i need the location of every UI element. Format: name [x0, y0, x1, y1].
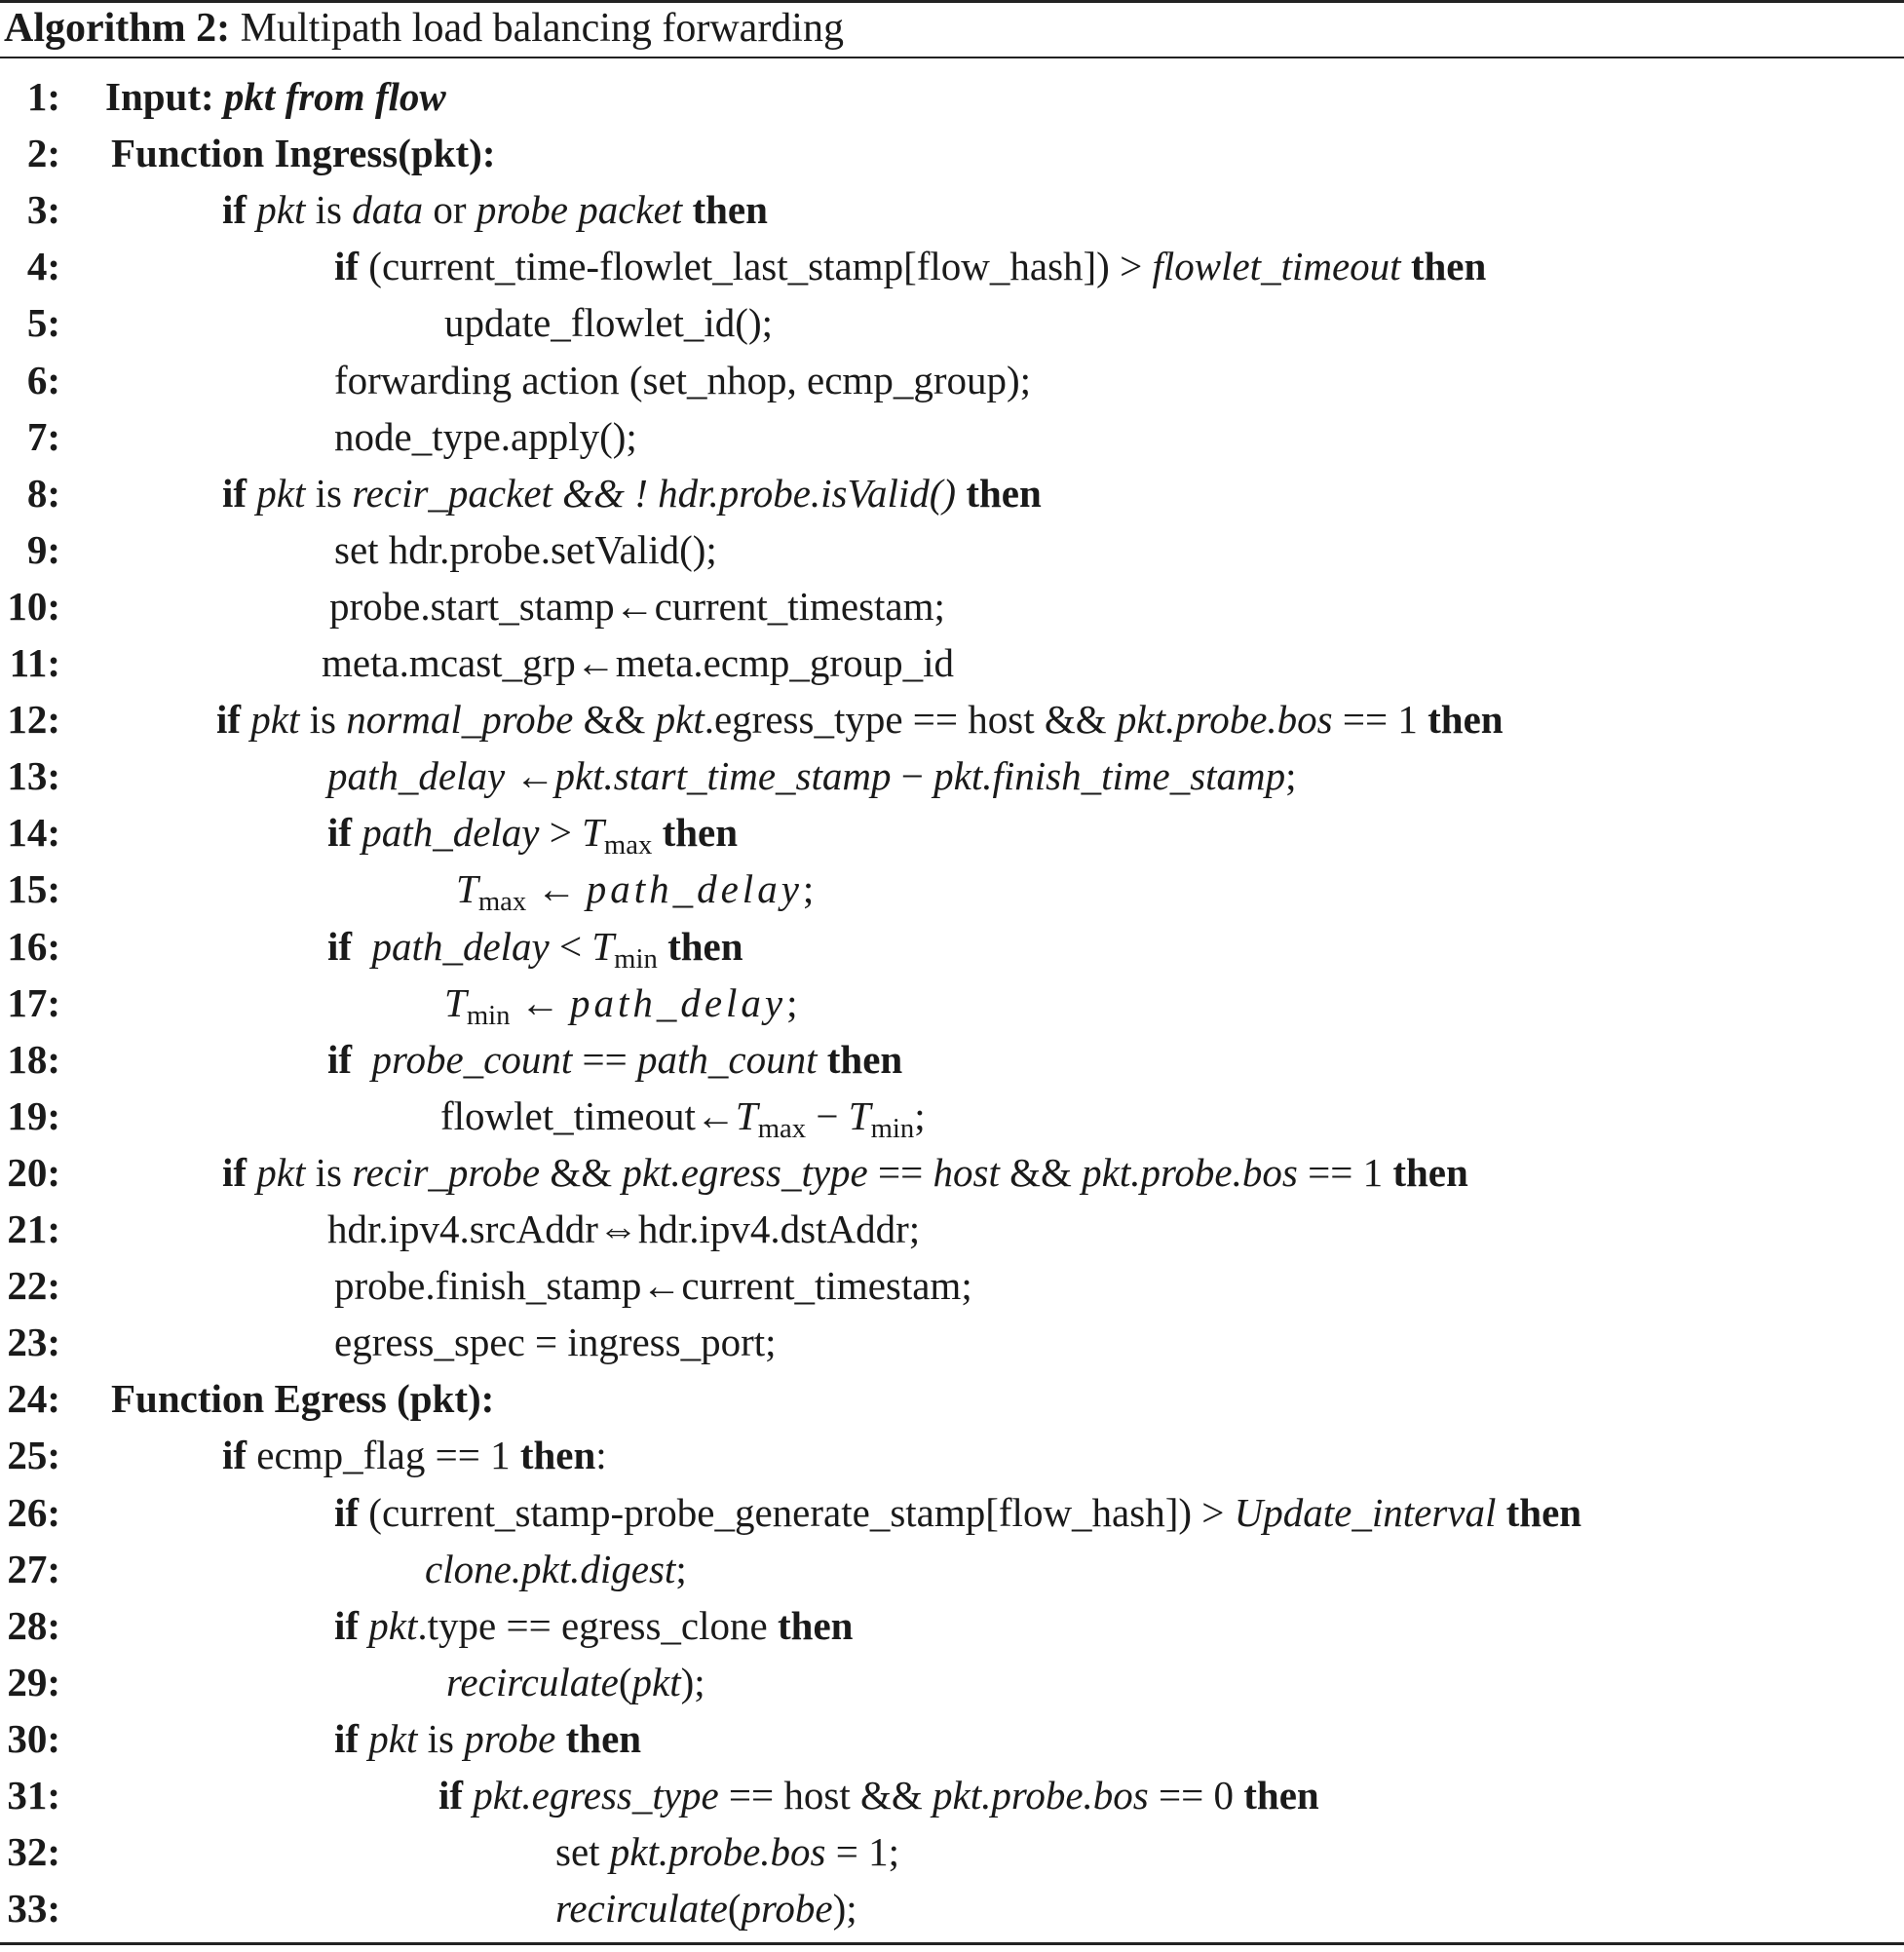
code-text: == 1 [1297, 1149, 1393, 1195]
line-code [334, 352, 1031, 408]
algorithm-line [0, 294, 1904, 351]
code-text: if [222, 1149, 257, 1195]
algorithm-line [0, 1484, 1904, 1541]
code-text: pkt.finish_time_stamp [933, 753, 1286, 799]
line-code [444, 975, 798, 1031]
code-text: pkt [250, 697, 300, 743]
code-text: recir_packet && ! hdr.probe.isValid() [352, 470, 957, 516]
line-number: 3: [26, 187, 60, 233]
line-code [425, 1541, 687, 1597]
algorithm-line [0, 634, 1904, 691]
line-number: 25: [7, 1433, 60, 1478]
code-text: == host && [718, 1773, 933, 1818]
code-text: if [334, 1489, 369, 1535]
algorithm-line [0, 1597, 1904, 1654]
algorithm-line [0, 181, 1904, 238]
code-text: host [933, 1149, 1000, 1195]
code-text: == [867, 1149, 933, 1195]
line-number: 15: [7, 866, 60, 912]
code-text: ); [832, 1886, 857, 1932]
algorithm-line [0, 804, 1904, 861]
code-text: ecmp_flag == 1 [256, 1433, 520, 1478]
line-number: 24: [7, 1376, 60, 1422]
line-number: 6: [26, 357, 60, 402]
code-text: pkt.probe.bos [609, 1829, 826, 1875]
code-text: T [456, 866, 478, 912]
code-text: path_delay [586, 866, 803, 912]
line-code [105, 68, 446, 125]
line-code [216, 691, 1504, 747]
algorithm-line [0, 1767, 1904, 1823]
algorithm-line [0, 1201, 1904, 1257]
algorithm-line [0, 578, 1904, 634]
line-code [446, 1654, 705, 1710]
line-number: 19: [7, 1092, 60, 1138]
line-number: 23: [7, 1320, 60, 1365]
code-text: T [444, 979, 467, 1025]
line-code [438, 1767, 1319, 1823]
code-text: && [540, 1149, 623, 1195]
algorithm-label: Algorithm 2: [4, 6, 231, 51]
code-text: set [555, 1829, 610, 1875]
line-code [222, 465, 1042, 521]
line-number: 20: [7, 1149, 60, 1195]
code-text: node_type.apply(); [334, 413, 637, 459]
line-code [322, 634, 954, 691]
code-text: then [519, 1433, 596, 1478]
subscript-text: max [477, 886, 527, 918]
code-text: pkt [368, 1602, 418, 1648]
algorithm-line [0, 1031, 1904, 1088]
code-text: then [657, 923, 743, 969]
code-text: probe [741, 1886, 833, 1932]
code-text: Function Egress (pkt): [111, 1376, 495, 1422]
algorithm-line [0, 465, 1904, 521]
algorithm-line [0, 747, 1904, 804]
code-text: T [735, 1092, 758, 1138]
code-text: then [1496, 1489, 1582, 1535]
line-code [444, 294, 773, 351]
line-number: 5: [26, 300, 60, 346]
code-text: meta.mcast_grp←meta.ecmp_group_id [322, 640, 954, 685]
code-text: probe_count [362, 1036, 573, 1082]
code-text: then [817, 1036, 903, 1082]
code-text: pkt [256, 470, 306, 516]
code-text: == 1 [1332, 697, 1428, 743]
code-text: normal_probe [346, 697, 574, 743]
code-text: ; [1285, 753, 1297, 799]
line-number: 9: [26, 526, 60, 572]
code-text: ← [510, 979, 570, 1025]
code-text: ); [680, 1659, 705, 1704]
code-text: T [582, 810, 604, 856]
code-text: is [305, 470, 353, 516]
line-code [329, 578, 945, 634]
code-text: pkt [631, 1659, 681, 1704]
line-number: 30: [7, 1715, 60, 1761]
code-text: > [539, 810, 583, 856]
line-code [440, 1088, 926, 1144]
line-code [327, 747, 1297, 804]
title-rule [0, 57, 1904, 58]
code-text: if [334, 1602, 369, 1648]
line-number: 10: [7, 583, 60, 629]
code-text: if [222, 470, 257, 516]
algorithm-line [0, 1710, 1904, 1767]
line-code [334, 1597, 853, 1654]
code-text: then [1428, 697, 1504, 743]
code-text: if [327, 810, 362, 856]
code-text: egress_spec = ingress_port; [334, 1320, 777, 1365]
code-text: path_delay [362, 923, 550, 969]
algorithm-line [0, 238, 1904, 294]
algorithm-line [0, 408, 1904, 465]
algorithm-line [0, 352, 1904, 408]
line-code [222, 181, 768, 238]
line-code [456, 861, 814, 917]
code-text: data [352, 187, 424, 233]
code-text: is [305, 187, 353, 233]
code-text: ← [505, 753, 555, 799]
code-text: probe [464, 1715, 556, 1761]
line-code [334, 1314, 777, 1370]
code-text: then [1400, 244, 1487, 289]
algorithm-line [0, 68, 1904, 125]
algorithm-line [0, 1541, 1904, 1597]
code-text: Function Ingress(pkt): [111, 131, 496, 176]
line-code [327, 1031, 902, 1088]
line-code [555, 1823, 899, 1880]
code-text: then [1243, 1773, 1319, 1818]
algorithm-line [0, 1314, 1904, 1370]
code-text: probe packet [476, 187, 683, 233]
code-text: .egress_type == host && [704, 697, 1117, 743]
algorithm-line [0, 975, 1904, 1031]
code-text: forwarding action (set_nhop, ecmp_group); [334, 357, 1032, 402]
code-text: flowlet_timeout [1152, 244, 1401, 289]
code-text: ; [914, 1092, 926, 1138]
code-text: (current_time-flowlet_last_stamp[flow_hash]) > [368, 244, 1153, 289]
code-text: or [423, 187, 476, 233]
code-text: if [327, 923, 362, 969]
line-number: 1: [26, 74, 60, 119]
bottom-rule [0, 1942, 1904, 1945]
code-text: then [956, 470, 1042, 516]
line-number: 28: [7, 1602, 60, 1648]
line-number: 13: [7, 753, 60, 799]
code-text: = 1; [825, 1829, 899, 1875]
code-text: set hdr.probe.setValid(); [334, 526, 717, 572]
algorithm-line [0, 521, 1904, 578]
line-number: 22: [7, 1263, 60, 1309]
line-code [111, 125, 496, 181]
line-number: 32: [7, 1829, 60, 1875]
algorithm-line [0, 691, 1904, 747]
algorithm-line [0, 1370, 1904, 1427]
top-rule [0, 0, 1904, 3]
code-text: flowlet_timeout← [440, 1092, 736, 1138]
line-code [334, 521, 717, 578]
code-text: recir_probe [352, 1149, 541, 1195]
line-code [555, 1880, 857, 1936]
algorithm-name: Multipath load balancing forwarding [240, 6, 844, 51]
code-text: path_delay [362, 810, 540, 856]
line-code [334, 238, 1486, 294]
algorithm-line [0, 1088, 1904, 1144]
code-text: && [999, 1149, 1083, 1195]
line-number: 18: [7, 1036, 60, 1082]
line-number: 7: [26, 413, 60, 459]
code-text: pkt.egress_type [622, 1149, 868, 1195]
code-text: ; [802, 866, 815, 912]
code-text: clone.pkt.digest [425, 1546, 676, 1591]
code-text: < [549, 923, 592, 969]
code-text: if [327, 1036, 362, 1082]
line-code [334, 408, 637, 465]
code-text: probe.start_stamp←current_timestam; [329, 583, 945, 629]
code-text: .type == egress_clone [417, 1602, 778, 1648]
line-code [222, 1427, 607, 1483]
code-text: is [305, 1149, 353, 1195]
code-text: == 0 [1148, 1773, 1244, 1818]
subscript-text: min [614, 942, 658, 975]
code-text: then [682, 187, 768, 233]
line-number: 8: [26, 470, 60, 516]
code-text: path_delay [569, 979, 787, 1025]
code-text: pkt [368, 1715, 418, 1761]
line-number: 21: [7, 1206, 60, 1251]
code-text: path_delay [327, 753, 506, 799]
code-text: if [222, 1433, 257, 1478]
code-text: then [1392, 1149, 1468, 1195]
line-number: 29: [7, 1659, 60, 1704]
code-text: probe.finish_stamp←current_timestam; [334, 1263, 972, 1309]
code-text: : [595, 1433, 607, 1478]
subscript-text: min [466, 999, 511, 1031]
subscript-text: max [757, 1112, 807, 1144]
algorithm-line [0, 1427, 1904, 1483]
line-number: 27: [7, 1546, 60, 1591]
code-text: if [222, 187, 257, 233]
line-code [334, 1484, 1581, 1541]
line-code [334, 1710, 641, 1767]
line-code [327, 918, 743, 975]
line-number: 14: [7, 810, 60, 856]
algorithm-title [4, 4, 844, 53]
code-text: recirculate [555, 1886, 728, 1932]
code-text: − [891, 753, 934, 799]
algorithm-line [0, 861, 1904, 917]
algorithm-line [0, 1880, 1904, 1936]
code-text: (current_stamp-probe_generate_stamp[flow_hash]) > [368, 1489, 1235, 1535]
code-text: if [438, 1773, 474, 1818]
subscript-text: min [870, 1112, 915, 1144]
algorithm-line [0, 125, 1904, 181]
line-code [327, 804, 738, 861]
code-text: pkt [256, 1149, 306, 1195]
code-text: pkt.probe.bos [1082, 1149, 1298, 1195]
algorithm-line [0, 1144, 1904, 1201]
code-text: && [573, 697, 656, 743]
code-text: if [334, 1715, 369, 1761]
code-text: − [806, 1092, 849, 1138]
code-text: pkt.probe.bos [1116, 697, 1333, 743]
code-text: path_count [637, 1036, 818, 1082]
code-text: ( [618, 1659, 632, 1704]
algorithm-line [0, 918, 1904, 975]
code-text: T [591, 923, 615, 969]
line-number: 16: [7, 923, 60, 969]
line-code [334, 1257, 972, 1314]
algorithm-line [0, 1823, 1904, 1880]
code-text: pkt [256, 187, 306, 233]
code-text: if [216, 697, 251, 743]
code-text: ← [526, 866, 587, 912]
line-code [222, 1144, 1468, 1201]
code-text: then [777, 1602, 854, 1648]
code-text: then [555, 1715, 642, 1761]
code-text: hdr.ipv4.srcAddr⇔hdr.ipv4.dstAddr; [327, 1206, 921, 1251]
line-number: 26: [7, 1489, 60, 1535]
line-number: 2: [26, 131, 60, 176]
line-number: 17: [7, 979, 60, 1025]
code-text: Update_interval [1234, 1489, 1497, 1535]
line-number: 33: [7, 1886, 60, 1932]
line-number: 4: [26, 244, 60, 289]
code-text: if [334, 244, 369, 289]
code-text: == [572, 1036, 638, 1082]
code-text: pkt [655, 697, 704, 743]
code-text: ; [786, 979, 798, 1025]
code-text: is [299, 697, 347, 743]
line-number: 31: [7, 1773, 60, 1818]
line-code [111, 1370, 494, 1427]
code-text: then [652, 810, 739, 856]
line-number: 11: [9, 640, 60, 685]
algorithm-line [0, 1654, 1904, 1710]
code-text: T [848, 1092, 871, 1138]
code-text: ; [675, 1546, 687, 1591]
line-number: 12: [7, 697, 60, 743]
algorithm-line [0, 1257, 1904, 1314]
code-text: Input: [105, 74, 224, 119]
code-text: ( [727, 1886, 742, 1932]
code-text: update_flowlet_id(); [444, 300, 774, 346]
code-text: pkt from flow [223, 74, 446, 119]
code-text: recirculate [446, 1659, 619, 1704]
code-text: pkt.egress_type [473, 1773, 719, 1818]
code-text: is [417, 1715, 465, 1761]
code-text: pkt.start_time_stamp [554, 753, 892, 799]
code-text: pkt.probe.bos [933, 1773, 1149, 1818]
line-code [327, 1201, 920, 1257]
subscript-text: max [603, 829, 653, 861]
